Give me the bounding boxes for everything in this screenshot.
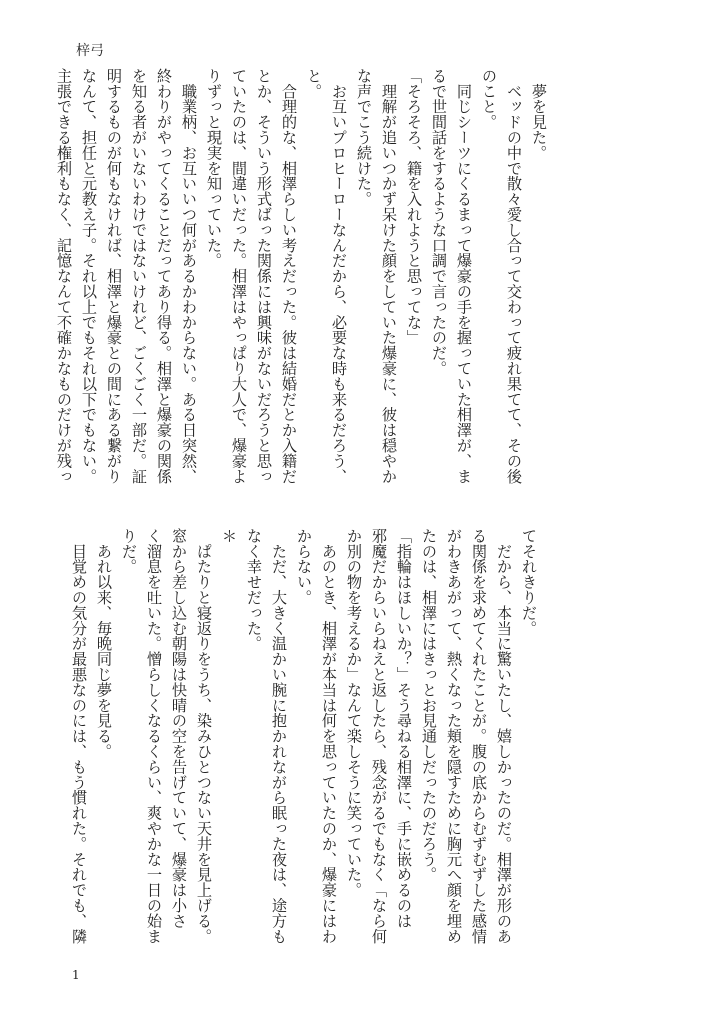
- text-line: なく幸せだった。: [245, 528, 263, 652]
- text-column-lower: [66, 528, 541, 968]
- text-line: りずっと現実を知っていた。: [205, 68, 223, 269]
- text-line: 「そろそろ、籍を入れようと思ってな」: [405, 68, 423, 346]
- text-line: と。: [305, 68, 323, 99]
- text-line: か別の物を考えるか」なんて楽しそうに笑っていた。: [345, 528, 363, 898]
- text-line: お互いプロヒーローなんだから、必要な時も来るだろう、: [330, 68, 348, 484]
- text-line: ただ、大きく温かい腕に抱かれながら眠った夜は、途方も: [270, 528, 288, 944]
- text-line: とか、そういう形式ばった関係には興味がないだろうと思っ: [255, 68, 273, 484]
- text-line: 同じシーツにくるまって爆豪の手を握っていた相澤が、ま: [455, 68, 473, 484]
- text-line: ぱたりと寝返りをうち、染みひとつない天井を見上げる。: [195, 528, 213, 944]
- text-line: だから、本当に驚いたし、嬉しかったのだ。相澤が形のあ: [495, 528, 513, 944]
- text-line: 「指輪はほしいか？」そう尋ねる相澤に、手に嵌めるのは: [395, 528, 413, 929]
- text-line: 夢を見た。: [530, 68, 548, 161]
- text-line: たのは、相澤にはきっとお見通しだったのだろう。: [420, 528, 438, 883]
- text-line: ベッドの中で散々愛し合って交わって疲れ果てて、その後: [505, 68, 523, 484]
- text-line: 窓から差し込む朝陽は快晴の空を告げていて、爆豪は小さ: [170, 528, 188, 929]
- text-line: 職業柄、お互いいつ何があるかわからない。ある日突然、: [180, 68, 198, 484]
- text-line: からない。: [295, 528, 313, 605]
- text-column-upper: [51, 68, 551, 503]
- text-line: りだ。: [120, 528, 138, 575]
- text-line: く溜息を吐いた。憎らしくなるくらい、爽やかな一日の始ま: [145, 528, 163, 944]
- text-line: る関係を求めてくれたことが。腹の底からむずむずした感情: [470, 528, 488, 944]
- text-line: ていたのは、間違いだった。相澤はやっぱり大人で、爆豪よ: [230, 68, 248, 484]
- text-line: 合理的な、相澤らしい考えだった。彼は結婚だとか入籍だ: [280, 68, 298, 484]
- text-line: な声でこう続けた。: [355, 68, 373, 207]
- text-line: がわきあがって、熱くなった頬を隠すために胸元へ顔を埋め: [445, 528, 463, 944]
- text-line: 主張できる権利もなく、記憶なんて不確かなものだけが残っ: [55, 68, 73, 484]
- page-number: 1: [72, 968, 80, 982]
- running-header: 梓弓: [76, 43, 104, 59]
- text-line: のこと。: [480, 68, 498, 130]
- text-line: 目覚めの気分が最悪なのには、もう慣れた。それでも、隣: [70, 528, 88, 944]
- text-line: なんて、担任と元教え子。それ以上でもそれ以下でもない。: [80, 68, 98, 484]
- text-line: 理解が追いつかず呆けた顔をしていた爆豪に、彼は穏やか: [380, 68, 398, 484]
- text-line: 明するものが何もなければ、相澤と爆豪との間にある繋がり: [105, 68, 123, 484]
- text-line: 邪魔だからいらねえと返したら、残念がるでもなく「なら何: [370, 528, 388, 944]
- text-line: るで世間話をするような口調で言ったのだ。: [430, 68, 448, 376]
- text-line: あれ以来、毎晩同じ夢を見る。: [95, 528, 113, 759]
- scene-break-asterisk: ＊: [220, 528, 238, 544]
- text-line: を知る者がいないわけではないけれど、ごくごく一部だ。証: [130, 68, 148, 484]
- text-line: あのとき、相澤が本当は何を思っていたのか、爆豪にはわ: [320, 528, 338, 944]
- text-line: 終わりがやってくることだってあり得る。相澤と爆豪の関係: [155, 68, 173, 484]
- text-line: てそれきりだ。: [520, 528, 538, 636]
